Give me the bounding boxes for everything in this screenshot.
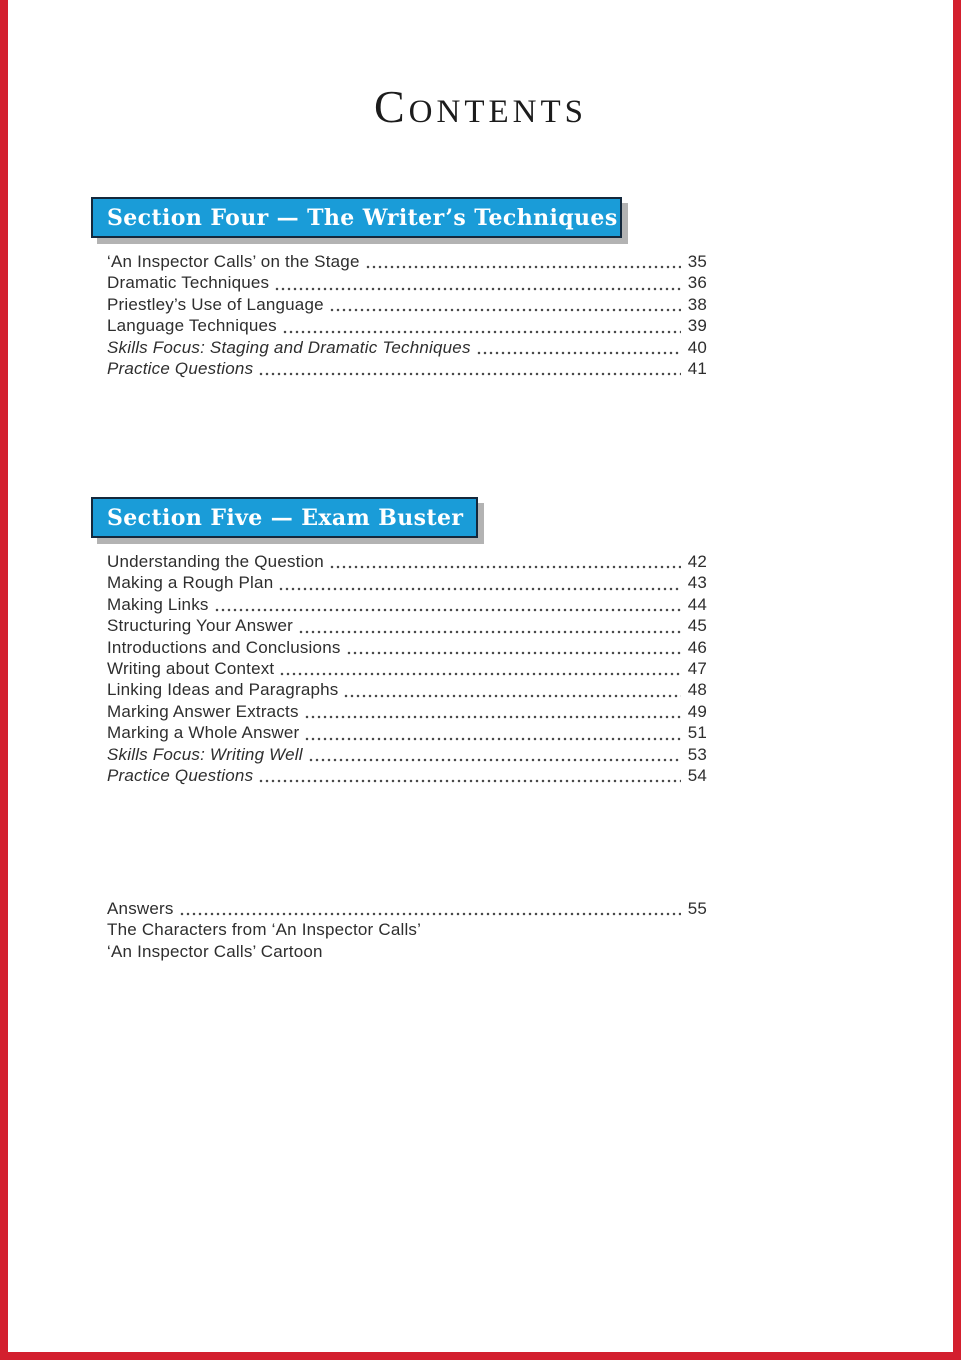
toc-entry <box>107 920 707 941</box>
toc-entry <box>107 745 707 766</box>
toc-entry-label: Understanding the Question <box>107 552 324 571</box>
toc-entry-page: 40 <box>687 337 707 357</box>
toc-entry <box>107 659 707 680</box>
dot-leader <box>279 672 681 676</box>
toc-entry-label: Linking Ideas and Paragraphs <box>107 680 339 700</box>
toc-entry <box>107 616 707 637</box>
dot-leader <box>329 308 681 312</box>
toc-entry <box>107 680 707 701</box>
toc-entry-page: 48 <box>687 680 707 700</box>
toc-entry <box>107 942 707 963</box>
toc-entry-page: 45 <box>687 616 707 636</box>
toc-entry-label: Marking Answer Extracts <box>107 701 299 721</box>
toc-entry-label: Structuring Your Answer <box>107 616 294 636</box>
toc-entry <box>107 552 707 573</box>
dot-leader <box>179 912 681 916</box>
dot-leader <box>308 758 681 762</box>
dot-leader <box>304 715 681 719</box>
toc-entry <box>107 638 707 659</box>
dot-leader <box>476 351 681 355</box>
toc-entry-page: 38 <box>687 294 707 314</box>
toc-entry-label: Practice Questions <box>107 358 254 378</box>
section-four-toc-list <box>107 252 707 380</box>
dot-leader <box>304 737 681 741</box>
toc-entry-page: 43 <box>687 573 707 593</box>
footer-toc-list <box>107 899 707 963</box>
section-five-toc-list <box>107 552 707 787</box>
toc-entry-label: Dramatic Techniques <box>107 273 270 293</box>
toc-entry-page: 47 <box>687 658 707 678</box>
page-edge-right <box>953 0 961 1360</box>
dot-leader <box>282 330 681 334</box>
dot-leader <box>214 608 681 612</box>
toc-entry-page: 55 <box>687 899 707 918</box>
toc-entry-page: 44 <box>687 594 707 614</box>
toc-entry-label: Skills Focus: Writing Well <box>107 744 303 764</box>
toc-entry <box>107 573 707 594</box>
toc-entry <box>107 723 707 744</box>
toc-entry-label: Making Links <box>107 594 209 614</box>
toc-entry-page: 53 <box>687 744 707 764</box>
toc-entry-page: 41 <box>687 358 707 378</box>
page-title-initial: C <box>373 81 409 132</box>
dot-leader <box>298 630 681 634</box>
toc-entry <box>107 252 707 273</box>
toc-entry-label: Making a Rough Plan <box>107 573 274 593</box>
toc-entry <box>107 295 707 316</box>
toc-entry <box>107 899 707 920</box>
toc-entry-page: 36 <box>687 273 707 293</box>
toc-entry-page: 39 <box>687 316 707 336</box>
section-four-heading <box>91 197 622 238</box>
page-title-rest: ONTENTS <box>408 94 587 130</box>
section-four-heading-label: Section Four — The Writer’s Techniques <box>107 204 618 231</box>
toc-entry-page: 42 <box>687 552 707 571</box>
toc-entry-label: Answers <box>107 899 174 918</box>
toc-entry <box>107 316 707 337</box>
dot-leader <box>258 779 681 783</box>
toc-entry <box>107 766 707 787</box>
toc-entry <box>107 702 707 723</box>
toc-entry-label: Skills Focus: Staging and Dramatic Techniques <box>107 337 471 357</box>
section-five-heading-label: Section Five — Exam Buster <box>107 504 464 531</box>
dot-leader <box>258 372 681 376</box>
toc-entry-label: ‘An Inspector Calls’ on the Stage <box>107 252 360 271</box>
toc-entry-label: Introductions and Conclusions <box>107 637 341 657</box>
toc-entry-label: Priestley’s Use of Language <box>107 294 324 314</box>
dot-leader <box>329 565 681 569</box>
toc-entry <box>107 338 707 359</box>
page-edge-bottom <box>0 1352 961 1360</box>
dot-leader <box>365 265 681 269</box>
toc-entry-label: Writing about Context <box>107 658 275 678</box>
toc-entry-page: 35 <box>687 252 707 271</box>
dot-leader <box>278 587 681 591</box>
toc-entry-label: The Characters from ‘An Inspector Calls’ <box>107 920 422 940</box>
toc-entry-label: Language Techniques <box>107 316 277 336</box>
page-title <box>0 80 961 133</box>
toc-entry-page: 54 <box>687 765 707 785</box>
toc-entry-page: 49 <box>687 701 707 721</box>
page-edge-left <box>0 0 8 1360</box>
toc-entry-label: Practice Questions <box>107 765 254 785</box>
section-five-heading <box>91 497 478 538</box>
toc-entry-label: Marking a Whole Answer <box>107 723 300 743</box>
dot-leader <box>343 694 681 698</box>
toc-entry-label: ‘An Inspector Calls’ Cartoon <box>107 941 323 961</box>
dot-leader <box>274 287 681 291</box>
toc-entry <box>107 595 707 616</box>
toc-entry-page: 51 <box>687 723 707 743</box>
toc-entry <box>107 273 707 294</box>
dot-leader <box>346 651 681 655</box>
toc-entry-page: 46 <box>687 637 707 657</box>
toc-entry <box>107 359 707 380</box>
